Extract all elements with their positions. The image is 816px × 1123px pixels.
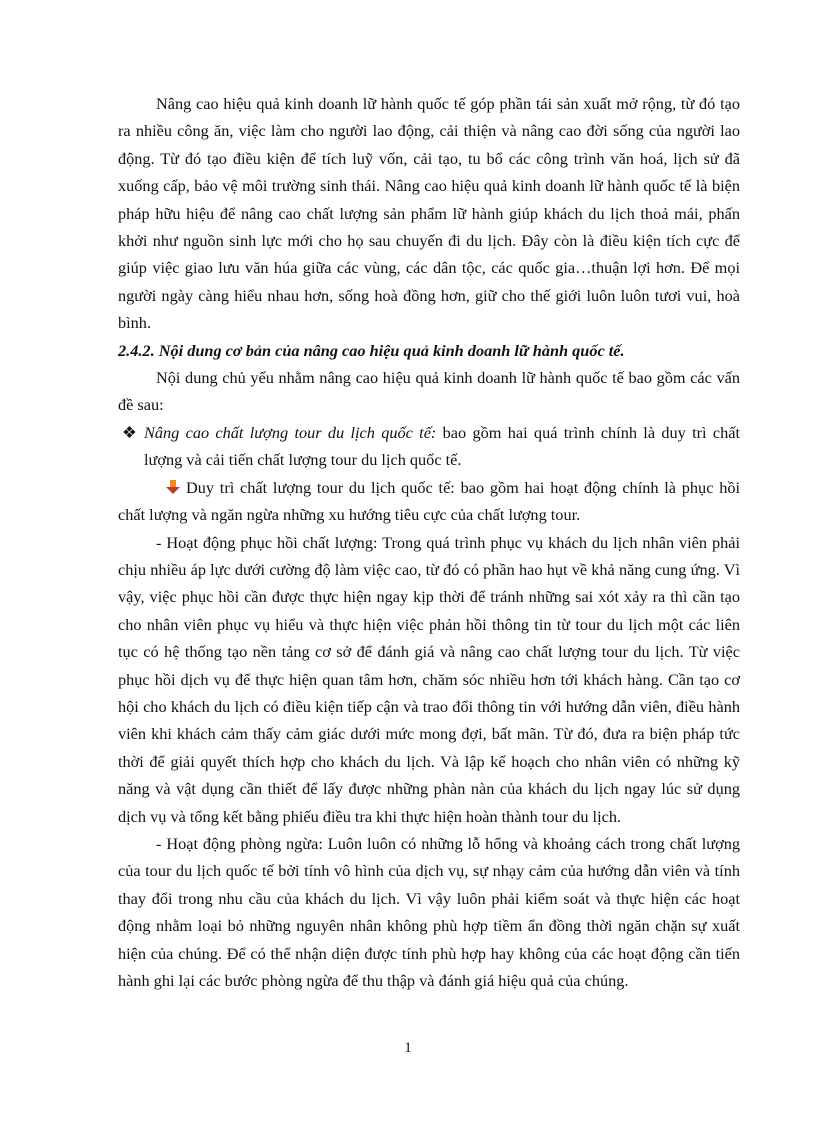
paragraph-recovery: - Hoạt động phục hồi chất lượng: Trong quá trình phục vụ khách du lịch nhân viên phải chịu nhiều áp lực dưới cường độ làm việc cao, từ đó có phần hao hụt về khả năng cung ứng. Vì vậy, việc phục hồi cần được thực hiện ngay kịp thời để tránh những sai xót xảy ra thì cần tạo cho nhân viên phục vụ hiểu và thực hiện việc phản hồi thông tin từ tour du lịch một các liên tục có hệ thống tạo nền tảng cơ sở để đánh giá và nâng cao chất lượng tour du lịch. Từ việc phục hồi dịch vụ để thực hiện quan tâm hơn, chăm sóc nhiều hơn tới khách hàng. Cần tạo cơ hội cho khách du lịch có điều kiện tiếp cận và trao đổi thông tin với hướng dẫn viên, điều hành viên khi khách cảm thấy cảm giác dưới mức mong đợi, bất mãn. Từ đó, đưa ra biện pháp tức thời để giải quyết thích hợp cho khách du lịch. Và lập kế hoạch cho nhân viên có những kỹ năng và vật dụng cần thiết để lấy được những phàn nàn của khách du lịch ngay lúc sử dụng dịch vụ và tổng kết bằng phiếu điều tra khi thực hiện hoàn thành tour du lịch. [118, 532, 740, 826]
sub-item-maintain [118, 474, 740, 529]
paragraph-intro: Nội dung chủ yếu nhằm nâng cao hiệu quả kinh doanh lữ hành quốc tế bao gồm các vấn đề sau: [118, 368, 740, 415]
bullet-item-quality [118, 419, 740, 474]
arrow-down-icon [166, 480, 180, 494]
bullet-title: Nâng cao chất lượng tour du lịch quốc tế: [144, 422, 437, 442]
document-page [118, 90, 740, 994]
page-number: 1 [404, 1040, 412, 1056]
bullet-text: bao gồm hai quá trình chính là duy trì chất lượng và cải tiến chất lượng tour du lịch quốc tế. [144, 422, 740, 470]
section-heading: 2.4.2. Nội dung cơ bản của nâng cao hiệu quả kinh doanh lữ hành quốc tế. [118, 340, 625, 360]
paragraph-benefits: Nâng cao hiệu quả kinh doanh lữ hành quốc tế góp phần tái sản xuất mở rộng, từ đó tạo ra nhiều công ăn, việc làm cho người lao động, cải thiện và nâng cao đời sống của người lao động. Từ đó tạo điều kiện để tích luỹ vốn, cải tạo, tu bổ các công trình văn hoá, lịch sử đã xuống cấp, bảo vệ môi trường sinh thái. Nâng cao hiệu quả kinh doanh lữ hành quốc tế là biện pháp hữu hiệu để nâng cao chất lượng sản phẩm lữ hành giúp khách du lịch thoả mái, phấn khởi như nguồn sinh lực mới cho họ sau chuyến đi du lịch. Đây còn là điều kiện tích cực để giúp việc giao lưu văn húa giữa các vùng, các dân tộc, các quốc gia…thuận lợi hơn. Để mọi người ngày càng hiểu nhau hơn, sống hoà đồng hơn, giữ cho thế giới luôn luôn tươi vui, hoà bình. [118, 94, 740, 333]
diamond-bullet-icon: ❖ [122, 422, 137, 442]
sub-item-text: Duy trì chất lượng tour du lịch quốc tế: bao gồm hai hoạt động chính là phục hồi chất lượng và ngăn ngừa những xu hướng tiêu cực của chất lượng tour. [118, 477, 740, 525]
paragraph-prevention: - Hoạt động phòng ngừa: Luôn luôn có những lỗ hổng và khoảng cách trong chất lượng của tour du lịch quốc tế bởi tính vô hình của dịch vụ, sự nhạy cảm của hướng dẫn viên và tính thay đổi trong nhu cầu của khách du lịch. Vì vậy luôn phải kiểm soát và thực hiện các hoạt động nhằm loại bỏ những nguyên nhân không phù hợp tiềm ẩn đồng thời ngăn chặn sự xuất hiện của chúng. Để có thể nhận diện được tính phù hợp hay không của các hoạt động cần tiến hành ghi lại các bước phòng ngừa để thu thập và đánh giá hiệu quả của chúng. [118, 833, 740, 990]
